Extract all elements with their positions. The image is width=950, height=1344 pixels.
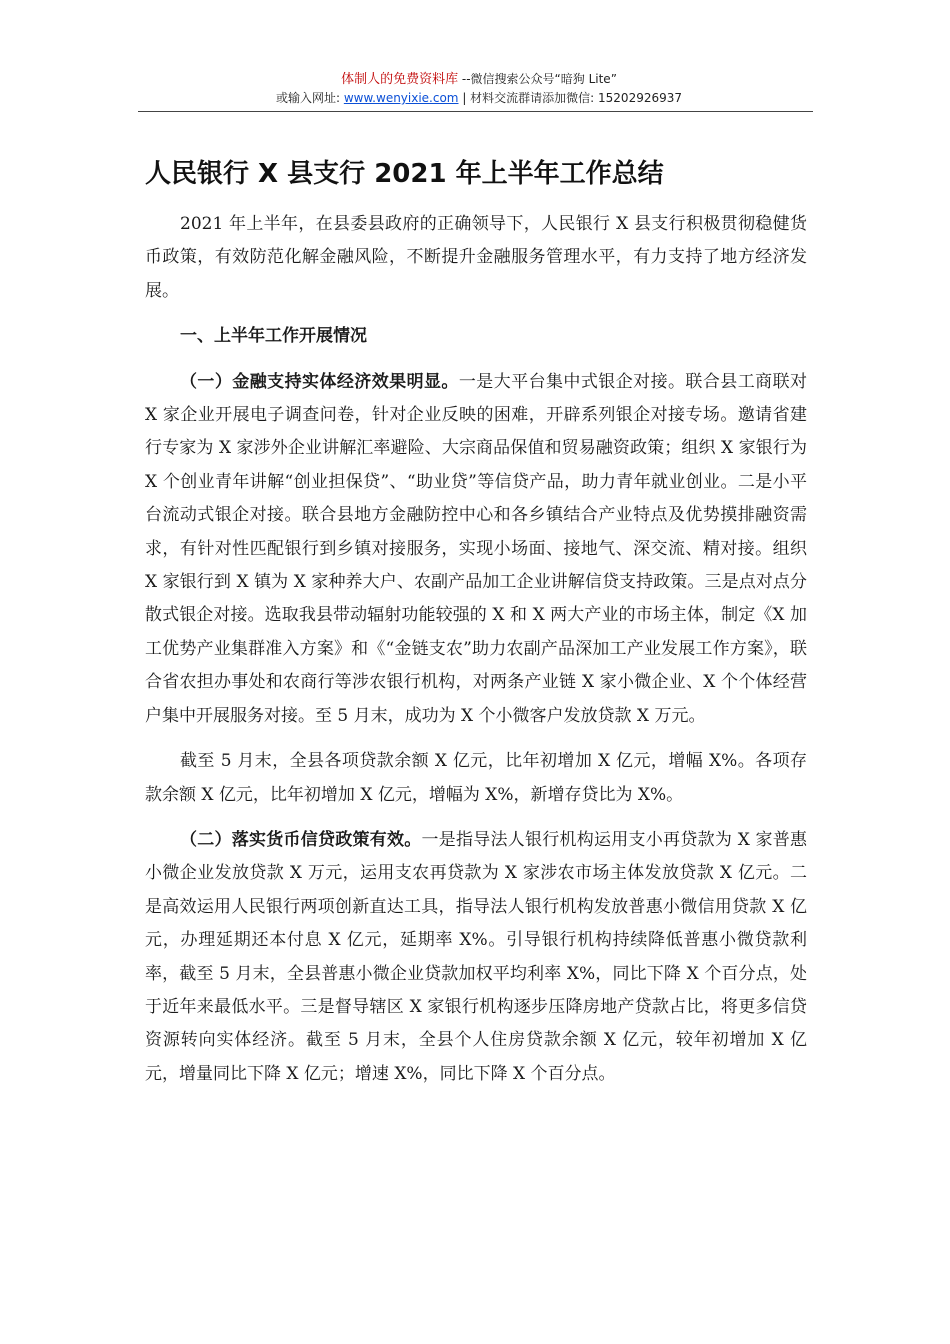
paragraph-text: 一是大平台集中式银企对接。联合县工商联对 X 家企业开展电子调查问卷，针对企业反映的困难，开辟系列银企对接专场。邀请省建行专家为 X 家涉外企业讲解汇率避险、大宗商品保值和贸易融资政策；组织 X 家银行为 X 个创业青年讲解“创业担保贷”、“助业贷”等信贷产品，助力青年就业创业。二是小平台流动式银企对接。联合县地方金融防控中心和各乡镇结合产业特点及优势摸排融资需求，有针对性匹配银行到乡镇对接服务，实现小场面、接地气、深交流、精对接。组织 X 家银行到 X 镇为 X 家种养大户、农副产品加工企业讲解信贷支持政策。三是点对点分散式银企对接。选取我县带动辐射功能较强的 X 和 X 两大产业的市场主体，制定《X 加工优势产业集群准入方案》和《“金链支农”助力农副产品深加工产业发展工作方案》，联合省农担办事处和农商行等涉农银行机构，对两条产业链 X 家小微企业、X 个个体经营户集中开展服务对接。至 5 月末，成功为 X 个小微客户发放贷款 X 万元。 <box>145 371 808 726</box>
paragraph-lead: （二）落实货币信贷政策有效。 <box>180 829 422 850</box>
header-divider <box>138 111 813 112</box>
header-line-2 <box>145 89 813 108</box>
document-body <box>145 208 807 1103</box>
page-header <box>145 70 813 108</box>
url-prefix: 或输入网址: <box>275 91 344 105</box>
paragraph-loan-deposit-stats: 截至 5 月末，全县各项贷款余额 X 亿元，比年初增加 X 亿元，增幅 X%。各项存款余额 X 亿元，比年初增加 X 亿元，增幅为 X%，新增存贷比为 X%。 <box>145 751 807 805</box>
paragraph-lead: （一）金融支持实体经济效果明显。 <box>180 371 459 392</box>
brand-name: 体制人的免费资料库 <box>341 72 459 87</box>
contact-info: | 材料交流群请添加微信: 15202926937 <box>458 91 683 105</box>
paragraph-text: 一是指导法人银行机构运用支小再贷款为 X 家普惠小微企业发放贷款 X 万元，运用支农再贷款为 X 家涉农市场主体发放贷款 X 亿元。二是高效运用人民银行两项创新直达工具，指导法人银行机构发放普惠小微信用贷款 X 亿元，办理延期还本付息 X 亿元，延期率 X%。引导银行机构持续降低普惠小微贷款利率，截至 5 月末，全县普惠小微企业贷款加权平均利率 X%，同比下降 X 个百分点，处于近年来最低水平。三是督导辖区 X 家银行机构逐步压降房地产贷款占比，将更多信贷资源转向实体经济。截至 5 月末，全县个人住房贷款余额 X 亿元，较年初增加 X 亿元，增量同比下降 X 亿元；增速 X%，同比下降 X 个百分点。 <box>145 829 807 1084</box>
intro-paragraph: 2021 年上半年，在县委县政府的正确领导下，人民银行 X 县支行积极贯彻稳健货币政策，有效防范化解金融风险，不断提升金融服务管理水平，有力支持了地方经济发展。 <box>145 214 807 301</box>
header-tagline: --微信搜索公众号“暗狗 Lite” <box>458 72 617 86</box>
section-heading: 一、上半年工作开展情况 <box>180 326 367 347</box>
paragraph-financial-support <box>145 366 807 733</box>
website-link[interactable]: www.wenyixie.com <box>343 91 459 105</box>
paragraph-monetary-policy <box>145 824 807 1091</box>
document-title: 人民银行 X 县支行 2021 年上半年工作总结 <box>145 159 664 189</box>
header-line-1 <box>145 70 813 89</box>
